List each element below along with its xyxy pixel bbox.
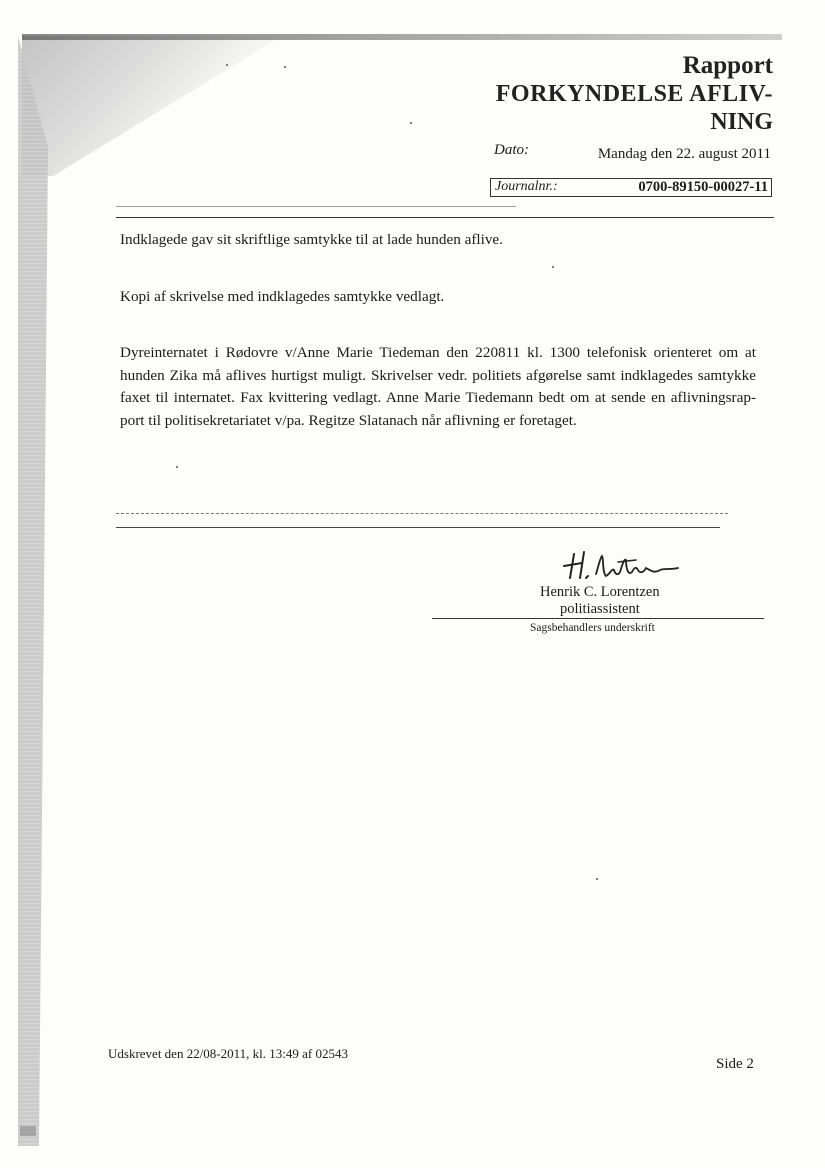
journal-number: 0700-89150-00027-11 bbox=[638, 179, 768, 195]
report-type: Rapport bbox=[682, 52, 773, 79]
scan-shadow-left-edge bbox=[18, 36, 48, 1146]
handwritten-signature bbox=[560, 548, 690, 588]
journal-number-box bbox=[490, 178, 772, 197]
body-paragraph-1: Indklagede gav sit skriftlige samtykke til at lade hunden aflive. bbox=[120, 231, 503, 248]
signer-title: politiassistent bbox=[560, 601, 640, 617]
printed-stamp: Udskrevet den 22/08-2011, kl. 13:49 af 02543 bbox=[108, 1046, 348, 1061]
scan-artifact-mark bbox=[20, 1126, 36, 1136]
signer-name: Henrik C. Lorentzen bbox=[540, 584, 660, 600]
header-divider bbox=[116, 217, 774, 218]
page-number: Side 2 bbox=[716, 1056, 754, 1072]
body-end-divider bbox=[116, 527, 720, 528]
signature-caption: Sagsbehandlers underskrift bbox=[530, 622, 655, 634]
scan-speck bbox=[552, 266, 554, 268]
report-header bbox=[496, 52, 773, 136]
scan-speck bbox=[284, 66, 286, 68]
scan-speck bbox=[176, 466, 178, 468]
scan-speck bbox=[596, 878, 598, 880]
header-divider-faint bbox=[116, 206, 516, 207]
date-label: Dato: bbox=[494, 142, 529, 158]
scan-speck bbox=[226, 64, 228, 66]
scan-speck bbox=[410, 122, 412, 124]
report-title-line-1: FORKYNDELSE AFLIV- bbox=[495, 81, 773, 107]
body-paragraph-2: Kopi af skrivelse med indklagedes samtykke vedlagt. bbox=[120, 288, 445, 305]
body-end-divider-dashed bbox=[116, 513, 728, 514]
journal-label: Journalnr.: bbox=[495, 179, 558, 194]
scan-shadow-top-edge bbox=[22, 34, 782, 40]
signature-line bbox=[432, 618, 764, 619]
date-value: Mandag den 22. august 2011 bbox=[597, 146, 771, 162]
body-paragraph-3: Dyreinternatet i Rødovre v/Anne Marie Tiedeman den 220811 kl. 1300 telefonisk orienteret om at hunden Zika må aflives hurtigst muligt. Skrivelser vedr. politiets afgørelse samt indklagedes samtykke faxet til internatet. Fax kvittering vedlagt. Anne Marie Tiedemann bedt om at sende en aflivningsrap-port til politisekretariatet v/pa. Regitze Slatanach når aflivning er foretaget. bbox=[120, 344, 756, 429]
report-title-line-2: NING bbox=[710, 109, 773, 135]
scan-shadow-corner bbox=[22, 36, 282, 176]
